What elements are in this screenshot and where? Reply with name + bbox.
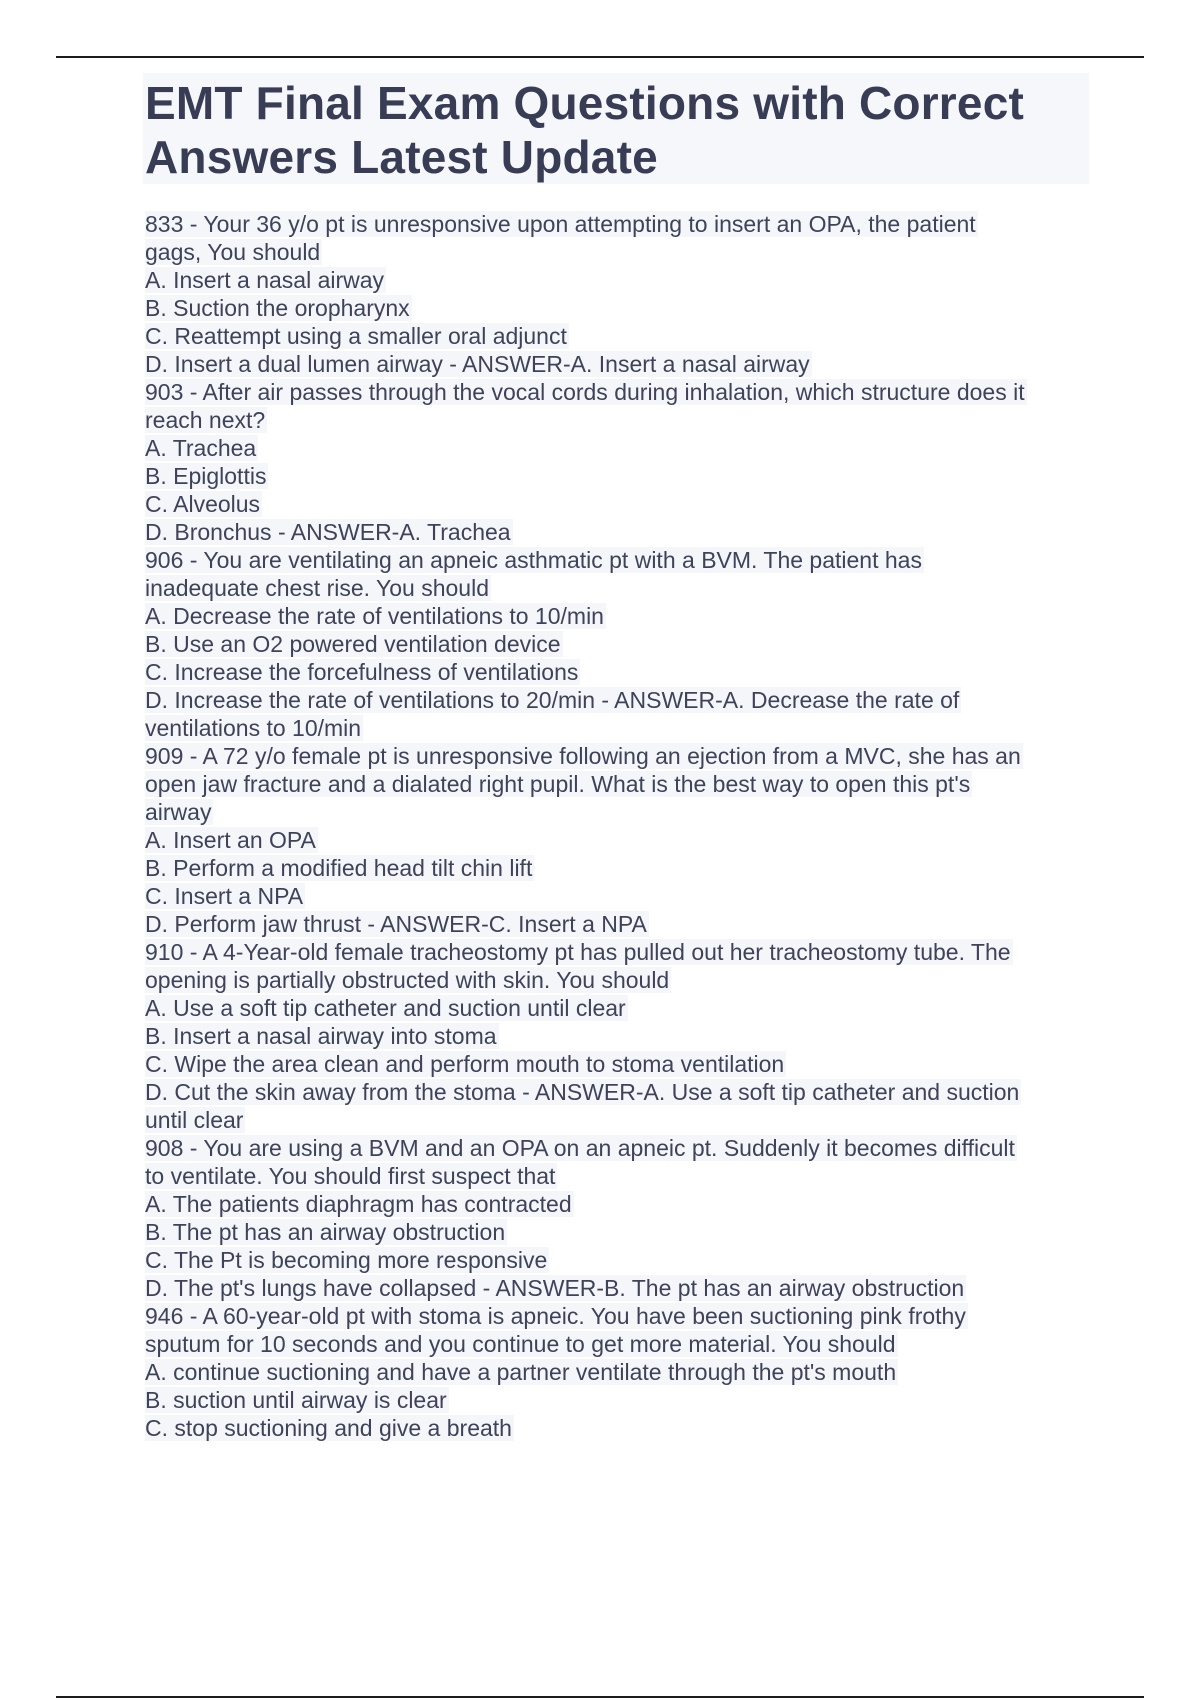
text-line-content: C. Insert a NPA [145,883,304,909]
text-line [145,378,1085,406]
text-line-content: to ventilate. You should first suspect that [145,1163,556,1189]
text-line-content: 908 - You are using a BVM and an OPA on an apneic pt. Suddenly it becomes difficult [145,1135,1015,1161]
text-line [145,658,1085,686]
text-line [145,770,1085,798]
question-text-body [145,210,1085,1442]
text-line-content: C. Increase the forcefulness of ventilations [145,659,579,685]
text-line-content: airway [145,799,212,825]
text-line [145,938,1085,966]
text-line-content: C. Reattempt using a smaller oral adjunct [145,323,567,349]
text-line [145,966,1085,994]
text-line-content: A. The patients diaphragm has contracted [145,1191,572,1217]
text-line-content: D. Bronchus - ANSWER-A. Trachea [145,519,511,545]
text-line [145,1246,1085,1274]
text-line-content: C. Wipe the area clean and perform mouth to stoma ventilation [145,1051,785,1077]
bottom-divider [56,1696,1144,1698]
text-line [145,910,1085,938]
text-line-content: until clear [145,1107,244,1133]
text-line-content: D. Perform jaw thrust - ANSWER-C. Insert a NPA [145,911,647,937]
text-line-content: sputum for 10 seconds and you continue to get more material. You should [145,1331,896,1357]
text-line [145,266,1085,294]
text-line [145,1190,1085,1218]
text-line-content: D. Cut the skin away from the stoma - ANSWER-A. Use a soft tip catheter and suction [145,1079,1020,1105]
text-line [145,1414,1085,1442]
page-title [145,76,1089,184]
text-line-content: C. The Pt is becoming more responsive [145,1247,548,1273]
text-line-content: A. continue suctioning and have a partner ventilate through the pt's mouth [145,1359,897,1385]
text-line [145,490,1085,518]
text-line-content: A. Use a soft tip catheter and suction until clear [145,995,626,1021]
text-line-content: 946 - A 60-year-old pt with stoma is apneic. You have been suctioning pink frothy [145,1303,966,1329]
text-line-content: B. Epiglottis [145,463,267,489]
text-line-content: B. Suction the oropharynx [145,295,410,321]
text-line [145,630,1085,658]
text-line-content: B. The pt has an airway obstruction [145,1219,506,1245]
text-line [145,1078,1085,1106]
text-line-content: 833 - Your 36 y/o pt is unresponsive upon attempting to insert an OPA, the patient [145,211,976,237]
text-line-content: opening is partially obstructed with skin. You should [145,967,670,993]
page-title-line-2: Answers Latest Update [145,131,658,183]
text-line-content: C. stop suctioning and give a breath [145,1415,512,1441]
text-line-content: 906 - You are ventilating an apneic asthmatic pt with a BVM. The patient has [145,547,922,573]
text-line-content: B. Perform a modified head tilt chin lift [145,855,533,881]
text-line [145,1106,1085,1134]
text-line [145,854,1085,882]
text-line-content: C. Alveolus [145,491,261,517]
text-line [145,826,1085,854]
text-line [145,1274,1085,1302]
top-divider [56,56,1144,58]
text-line-content: A. Trachea [145,435,257,461]
text-line-content: B. Insert a nasal airway into stoma [145,1023,497,1049]
text-line [145,1134,1085,1162]
text-line [145,1302,1085,1330]
text-line-content: reach next? [145,407,266,433]
text-line [145,798,1085,826]
text-line [145,1330,1085,1358]
text-line [145,1218,1085,1246]
page-title-line-1: EMT Final Exam Questions with Correct [145,77,1024,129]
text-line-content: A. Decrease the rate of ventilations to 10/min [145,603,604,629]
title-block [143,73,1089,184]
text-line [145,882,1085,910]
text-line-content: inadequate chest rise. You should [145,575,489,601]
text-line-content: A. Insert an OPA [145,827,316,853]
text-line-content: D. Insert a dual lumen airway - ANSWER-A. Insert a nasal airway [145,351,810,377]
text-line [145,1050,1085,1078]
text-line [145,350,1085,378]
text-line [145,546,1085,574]
text-line [145,574,1085,602]
text-line-content: B. suction until airway is clear [145,1387,447,1413]
text-line-content: D. The pt's lungs have collapsed - ANSWER-B. The pt has an airway obstruction [145,1275,965,1301]
text-line [145,238,1085,266]
text-line [145,294,1085,322]
text-line [145,1386,1085,1414]
text-line [145,434,1085,462]
text-line-content: ventilations to 10/min [145,715,362,741]
text-line [145,742,1085,770]
text-line-content: gags, You should [145,239,321,265]
text-line [145,1022,1085,1050]
text-line-content: 903 - After air passes through the vocal cords during inhalation, which structure does it [145,379,1025,405]
text-line-content: B. Use an O2 powered ventilation device [145,631,561,657]
text-line-content: open jaw fracture and a dialated right pupil. What is the best way to open this pt's [145,771,971,797]
text-line [145,714,1085,742]
text-line [145,462,1085,490]
text-line-content: A. Insert a nasal airway [145,267,385,293]
text-line [145,406,1085,434]
text-line [145,518,1085,546]
text-line-content: 910 - A 4-Year-old female tracheostomy pt has pulled out her tracheostomy tube. The [145,939,1011,965]
text-line [145,322,1085,350]
text-line [145,1162,1085,1190]
text-line [145,686,1085,714]
text-line [145,1358,1085,1386]
text-line [145,210,1085,238]
text-line [145,994,1085,1022]
text-line-content: 909 - A 72 y/o female pt is unresponsive following an ejection from a MVC, she has an [145,743,1021,769]
text-line [145,602,1085,630]
text-line-content: D. Increase the rate of ventilations to 20/min - ANSWER-A. Decrease the rate of [145,687,960,713]
